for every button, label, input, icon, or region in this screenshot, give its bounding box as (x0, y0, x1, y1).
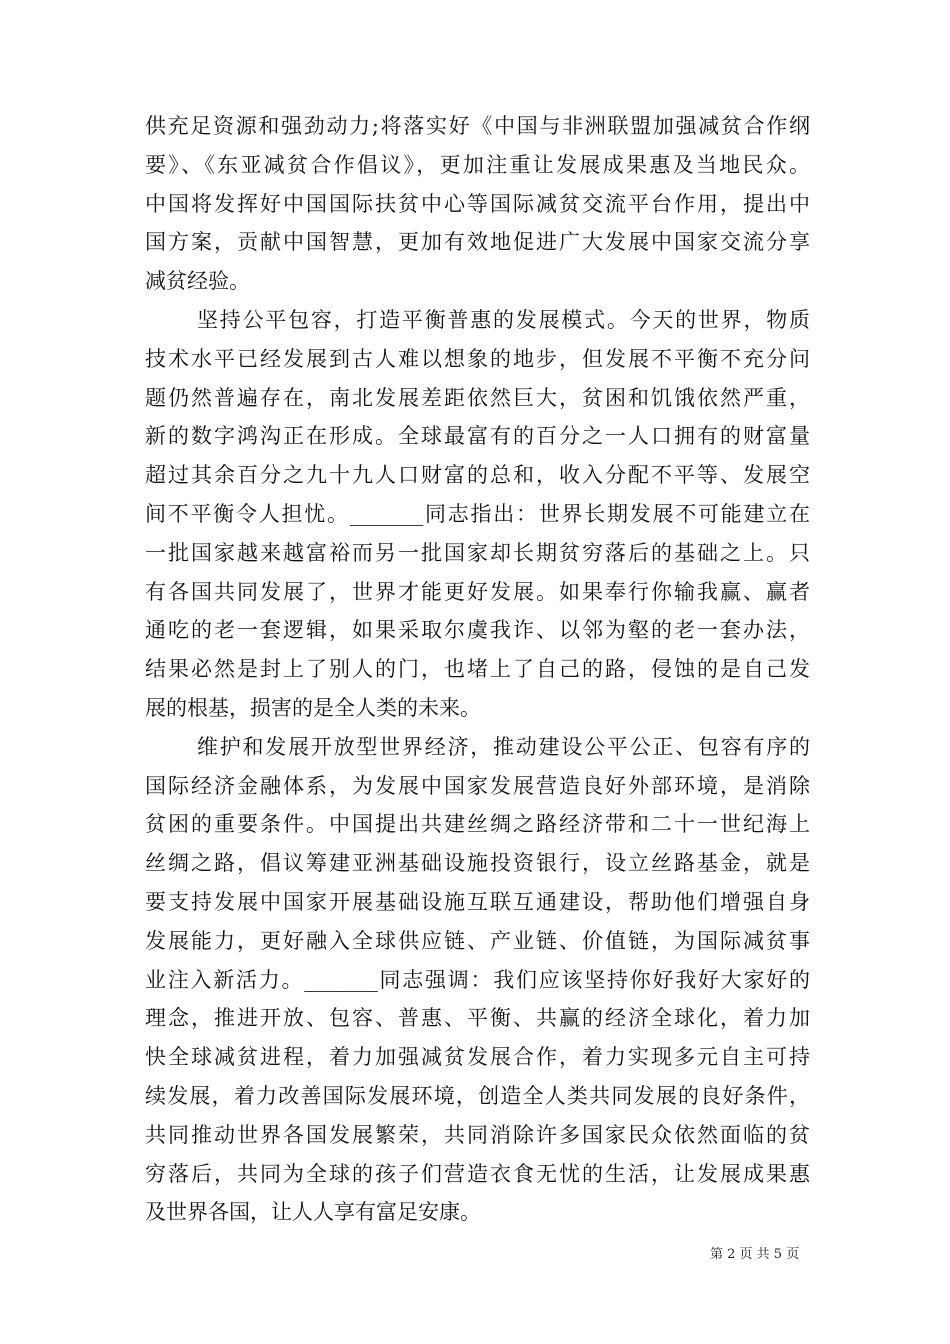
text-line: 有各国共同发展了，世界才能更好发展。如果奉行你输我赢、赢者 (145, 579, 810, 604)
paragraph (145, 728, 810, 1232)
text-line: 续发展，着力改善国际发展环境，创造全人类共同发展的良好条件， (145, 1083, 810, 1108)
page-number-footer: 第 2 页 共 5 页 (710, 1247, 800, 1262)
text-line: 要支持发展中国家开展基础设施互联互通建设，帮助他们增强自身 (145, 889, 810, 914)
text-line: 要》、《东亚减贫合作倡议》，更加注重让发展成果惠及当地民众。 (145, 152, 810, 177)
text-line: 共同推动世界各国发展繁荣，共同消除许多国家民众依然面临的贫 (145, 1122, 810, 1147)
text-line: 业注入新活力。_______同志强调：我们应该坚持你好我好大家好的 (145, 967, 810, 992)
text-line: 一批国家越来越富裕而另一批国家却长期贫穷落后的基础之上。只 (145, 540, 810, 565)
text-line: 发展能力，更好融入全球供应链、产业链、价值链，为国际减贫事 (145, 928, 810, 953)
text-line: 超过其余百分之九十九人口财富的总和，收入分配不平等、发展空 (145, 463, 810, 488)
text-line: 间不平衡令人担忧。_______同志指出：世界长期发展不可能建立在 (145, 501, 810, 526)
text-line: 供充足资源和强劲动力;将落实好《中国与非洲联盟加强减贫合作纲 (145, 114, 810, 138)
text-line: 穷落后，共同为全球的孩子们营造衣食无忧的生活，让发展成果惠 (145, 1161, 810, 1186)
paragraph (145, 107, 810, 301)
text-line: 维护和发展开放型世界经济，推动建设公平公正、包容有序的 (197, 734, 810, 759)
text-line: 结果必然是封上了别人的门，也堵上了自己的路，侵蚀的是自己发 (145, 657, 810, 682)
text-line: 丝绸之路，倡议筹建亚洲基础设施投资银行，设立丝路基金，就是 (145, 851, 810, 876)
paragraph (145, 301, 810, 728)
text-line: 中国将发挥好中国国际扶贫中心等国际减贫交流平台作用，提出中 (145, 191, 810, 216)
text-line: 题仍然普遍存在，南北发展差距依然巨大，贫困和饥饿依然严重， (145, 385, 810, 410)
text-line: 贫困的重要条件。中国提出共建丝绸之路经济带和二十一世纪海上 (145, 812, 810, 837)
text-line: 通吃的老一套逻辑，如果采取尔虞我诈、以邻为壑的老一套办法， (145, 618, 810, 643)
text-line: 国际经济金融体系，为发展中国家发展营造良好外部环境，是消除 (145, 773, 810, 798)
text-line: 减贫经验。 (145, 269, 250, 294)
text-line: 理念，推进开放、包容、普惠、平衡、共赢的经济全球化，着力加 (145, 1006, 810, 1031)
text-line: 新的数字鸿沟正在形成。全球最富有的百分之一人口拥有的财富量 (145, 424, 810, 449)
body-text (145, 107, 810, 1232)
text-line: 快全球减贫进程，着力加强减贫发展合作，着力实现多元自主可持 (145, 1045, 810, 1070)
text-line: 国方案，贡献中国智慧，更加有效地促进广大发展中国家交流分享 (145, 230, 810, 255)
text-line: 技术水平已经发展到古人难以想象的地步，但发展不平衡不充分问 (145, 346, 810, 371)
text-line: 展的根基，损害的是全人类的未来。 (145, 695, 481, 720)
text-line: 及世界各国，让人人享有富足安康。 (145, 1200, 481, 1225)
text-line: 坚持公平包容，打造平衡普惠的发展模式。今天的世界，物质 (197, 307, 810, 332)
